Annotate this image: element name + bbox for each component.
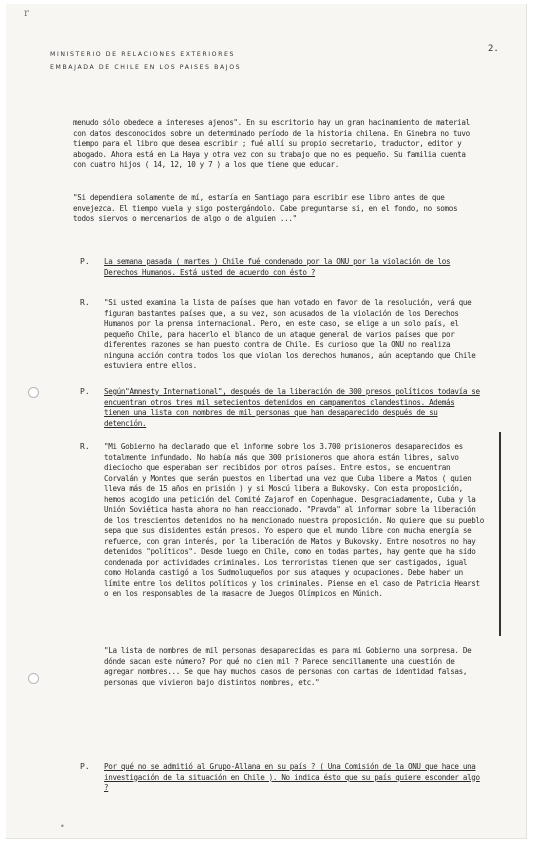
- answer-text: "Mi Gobierno ha declarado que el informe sobre los 3.700 prisioneros desaparecidos es totalmente infundado. No había más que 300 prisioneros que ahora están libres, salvo dieciocho que esperaban ser recibidos por otros países. Entre estos, se encuentran Corvalán y Montes que serán puestos en libertad una vez que Cuba libere a Matos ( quien lleva más de 15 años en prisión ) y si Moscú libera a Bukovsky. Con esta proposición, hemos acogido una petición del Comité Zajarof en Copenhague. Desgraciadamente, Cuba y la Unión Soviética hasta ahora no han reaccionado. "Pravda" al informar sobre la liberación de los trescientos detenidos no ha mencionado nuestra proposición. No quiere que su pueblo sepa que sus disidentes están presos. Yo espero que el mundo libre con mucha energía se refuerce, con gran interés, por la liberación de Matos y Bukovsky. Entre nosotros no hay detenidos "políticos". Desde luego en Chile, como en todas partes, hay gente que ha sido condenada por actividades criminales. Los terroristas tienen que ser castigados, igual como Holanda castigó a los Sudmoluqueños por sus ataques y ocupaciones. Debe haber un límite entre los delitos políticos y los criminales. Piense en el caso de Patricia Hearst o en los responsables de la masacre de Juegos Olímpicos en Múnich.: [104, 442, 484, 598]
- question-text: Por qué no se admitió al Grupo-Allana en su país ? ( Una Comisión de la ONU que hace una investigación de la situación en Chile ). No indica ésto que su país quiere esconder algo ?: [104, 762, 480, 792]
- answer-continuation: "La lista de nombres de mil personas desaparecidas es para mi Gobierno una sorpresa. De dónde sacan este número? Por qué no cien mil ? Parece sencillamente una cuestión de agregar nombres... Se que hay muchos casos de personas con cartas de identidad falsas, personas que vivieron bajo distintos nombres, etc.": [104, 646, 472, 687]
- answer-label: R.: [80, 442, 90, 451]
- punch-hole: [28, 387, 39, 398]
- intro-quote: "Si dependiera solamente de mí, estaría en Santiago para escribir ese libro antes de que envejezca. El tiempo vuela y sigo postergándolo. Cabe preguntarse si, en el fondo, no somos todos siervos o mercenarios de algo o de alguien ...": [73, 193, 458, 223]
- question-text: Según"Amnesty International", después de la liberación de 300 presos políticos todavía se encuentran otros tres mil setecientos detenidos en campamentos clandestinos. Además tienen una lista con nombres de mil personas que han desaparecido después de su detención.: [104, 387, 480, 428]
- punch-hole: [28, 673, 39, 684]
- letterhead: [50, 48, 241, 74]
- answer-text: "Si usted examina la lista de países que han votado en favor de la resolución, verá que figuran bastantes países que, a su vez, son acusados de la violación de los Derechos Humanos por la prensa internacional. Pero, en este caso, se elige a un solo país, el pequeño Chile, para hacerlo el blanco de un ataque general de varios países que por diferentes razones se han puesto contra de Chile. Es curioso que la ONU no realiza ninguna acción contra todos los que violan los derechos humanos, aún aceptando que Chile estuviera entre ellos.: [104, 298, 476, 370]
- corner-mark: r: [24, 8, 29, 19]
- margin-line: [499, 432, 501, 636]
- question-text: La semana pasada ( martes ) Chile fué condenado por la ONU por la violación de los Derechos Humanos. Está usted de acuerdo con ésto ?: [104, 257, 451, 277]
- embassy-name: EMBAJADA DE CHILE EN LOS PAISES BAJOS: [50, 64, 242, 71]
- page-number: 2.: [488, 44, 499, 54]
- question-label: P.: [80, 762, 90, 771]
- question-label: P.: [80, 387, 90, 396]
- ministry-name: MINISTERIO DE RELACIONES EXTERIORES: [50, 51, 236, 58]
- document-page: [6, 4, 527, 839]
- intro-paragraph: menudo sólo obedece a intereses ajenos". En su escritorio hay un gran hacinamiento de material con datos desconocidos sobre un determinado período de la historia chilena. En Ginebra no tuvo tiempo para el libro que desea escribir ; fué allí su propio secretario, traductor, editor y abogado. Ahora está en La Haya y otra vez con su trabajo que no es pequeño. Su familia cuenta con cuatro hijos ( 14, 12, 10 y 7 ) a los que tiene que educar.: [73, 118, 470, 169]
- answer-label: R.: [80, 298, 90, 307]
- footer-mark: •: [60, 822, 65, 831]
- question-label: P.: [80, 257, 90, 266]
